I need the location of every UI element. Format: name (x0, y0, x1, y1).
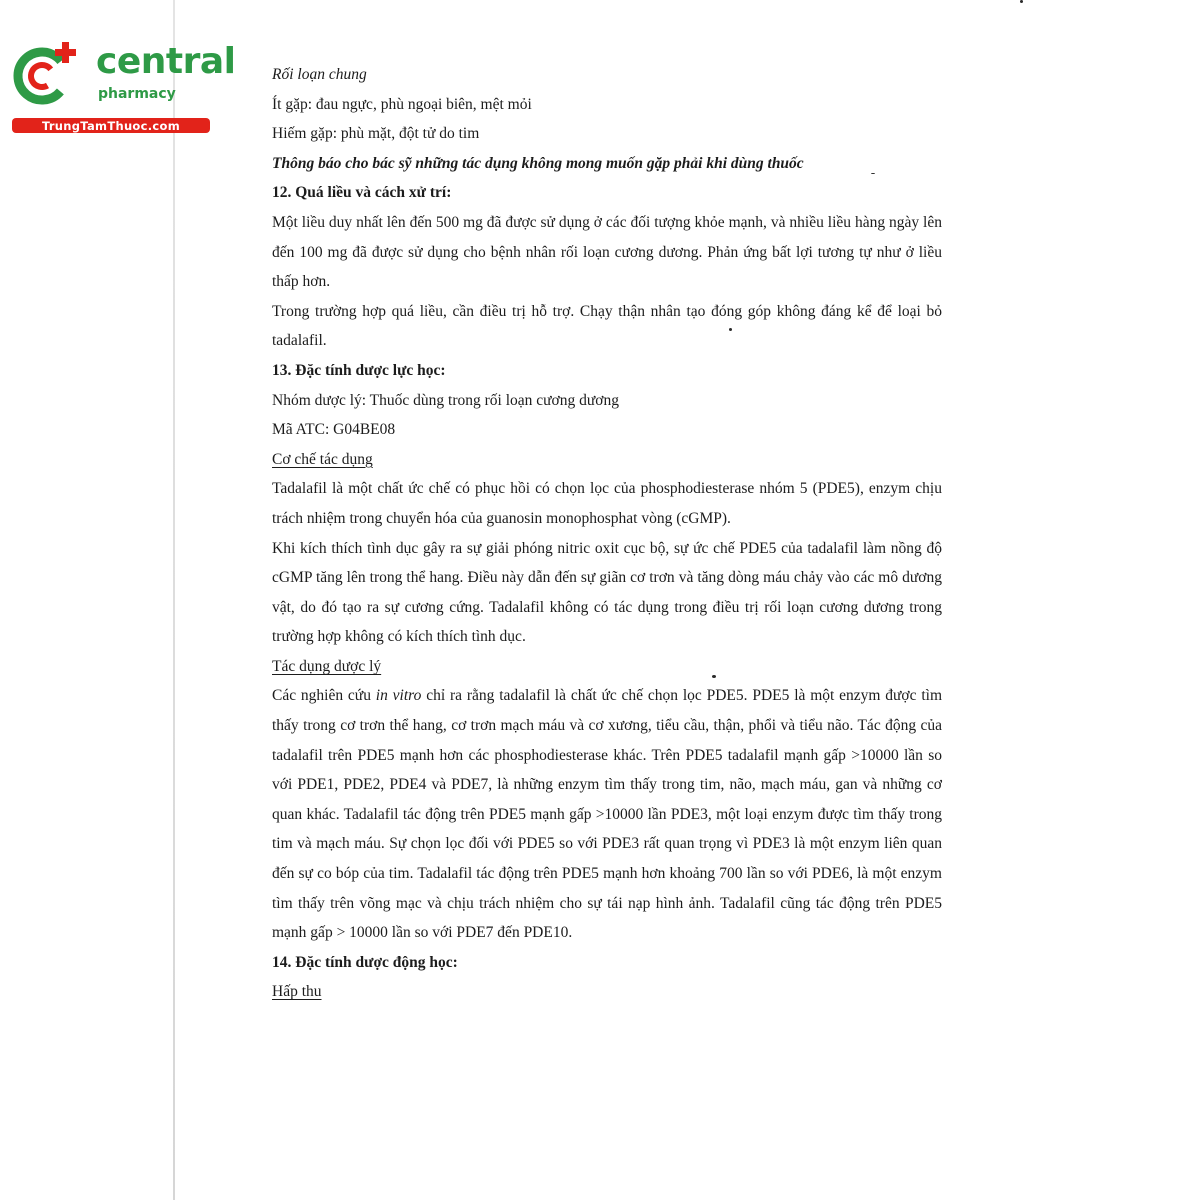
scan-speck (712, 675, 716, 678)
text-run-in-vitro: in vitro (375, 687, 422, 705)
paragraph-pharmacological-group: Nhóm dược lý: Thuốc dùng trong rối loạn cương dương (272, 391, 619, 409)
text-run: chỉ ra rằng tadalafil là chất ức chế chọn lọc PDE5. PDE5 là một enzym được tìm thấy trong cơ trơn thể hang, cơ trơn mạch máu và cơ xương, tiểu cầu, thận, phổi và tiểu não. Tác động của tadalafil trên PDE5 mạnh hơn các phosphodiesterase khác. Trên PDE5 tadalafil mạnh gấp >10000 lần so với PDE1, PDE2, PDE4 và PDE7, là những enzym tìm thấy trong tim, não, mạch máu, gan và những cơ quan khác. Tadalafil tác động trên PDE5 mạnh gấp >10000 lần PDE3, một loại enzym được tìm thấy trong tim và mạch máu. Sự chọn lọc đối với PDE5 so với PDE3 rất quan trọng vì PDE3 là một enzym liên quan đến sự co bóp của tim. Tadalafil tác động trên PDE5 mạnh hơn khoảng 700 lần so với PDE6, là một enzym tìm thấy trên võng mạc và chịu trách nhiệm cho sự tái nạp hình ảnh. Tadalafil cũng tác động trên PDE5 mạnh gấp > 10000 lần so với PDE7 đến PDE10. (272, 687, 942, 942)
section-heading-general-disorders: Rối loạn chung (272, 66, 367, 83)
paragraph-overdose-doses: Một liều duy nhất lên đến 500 mg đã được sử dụng ở các đối tượng khỏe mạnh, và nhiều liều hàng ngày lên đến 100 mg đã được sử dụng cho bệnh nhân rối loạn cương dương. Phản ứng bất lợi tương tự như ở liều thấp hơn. (272, 213, 942, 291)
heading-pharmacokinetics: 14. Đặc tính dược động học: (272, 953, 458, 971)
central-pharmacy-logo-icon (10, 38, 82, 110)
scan-speck (1020, 0, 1023, 3)
heading-pharmacodynamics: 13. Đặc tính dược lực học: (272, 361, 446, 379)
subheading-pharmacological-effects: Tác dụng dược lý (272, 657, 382, 675)
paragraph-uncommon-effects: Ít gặp: đau ngực, phù ngoại biên, mệt mỏi (272, 95, 532, 113)
subheading-absorption: Hấp thu (272, 983, 322, 1001)
brand-url: TrungTamThuoc.com (41, 118, 181, 133)
scan-speck (729, 328, 732, 331)
paragraph-notify-doctor: Thông báo cho bác sỹ những tác dụng không mong muốn gặp phải khi dùng thuốc (272, 154, 804, 172)
scan-page-edge (173, 0, 175, 1200)
document-body (272, 60, 942, 1007)
brand-name: central (96, 41, 236, 82)
brand-subtitle: pharmacy (98, 86, 176, 102)
scan-speck (871, 173, 875, 174)
text-run: Các nghiên cứu (272, 687, 376, 705)
brand-logo (10, 38, 236, 138)
paragraph-mechanism-1: Tadalafil là một chất ức chế có phục hồi có chọn lọc của phosphodiesterase nhóm 5 (PDE5), enzym chịu trách nhiệm trong chuyển hóa của guanosin monophosphat vòng (cGMP). (272, 480, 942, 527)
paragraph-pharmacological-effects (272, 681, 942, 947)
paragraph-rare-effects: Hiếm gặp: phù mặt, đột tử do tim (272, 125, 480, 143)
paragraph-mechanism-2: Khi kích thích tình dục gây ra sự giải phóng nitric oxit cục bộ, sự ức chế PDE5 của tadalafil làm nồng độ cGMP tăng lên trong thể hang. Điều này dẫn đến sự giãn cơ trơn và tăng dòng máu chảy vào các mô dương vật, do đó tạo ra sự cương cứng. Tadalafil không có tác dụng trong điều trị rối loạn cương dương trong trường hợp không có kích thích tình dục. (272, 539, 942, 646)
paragraph-overdose-treatment: Trong trường hợp quá liều, cần điều trị hỗ trợ. Chạy thận nhân tạo đóng góp không đáng kể để loại bỏ tadalafil. (272, 302, 942, 350)
brand-url-banner (12, 118, 210, 133)
heading-overdose: 12. Quá liều và cách xử trí: (272, 184, 452, 202)
paragraph-atc-code: Mã ATC: G04BE08 (272, 421, 396, 439)
subheading-mechanism: Cơ chế tác dụng (272, 450, 373, 468)
